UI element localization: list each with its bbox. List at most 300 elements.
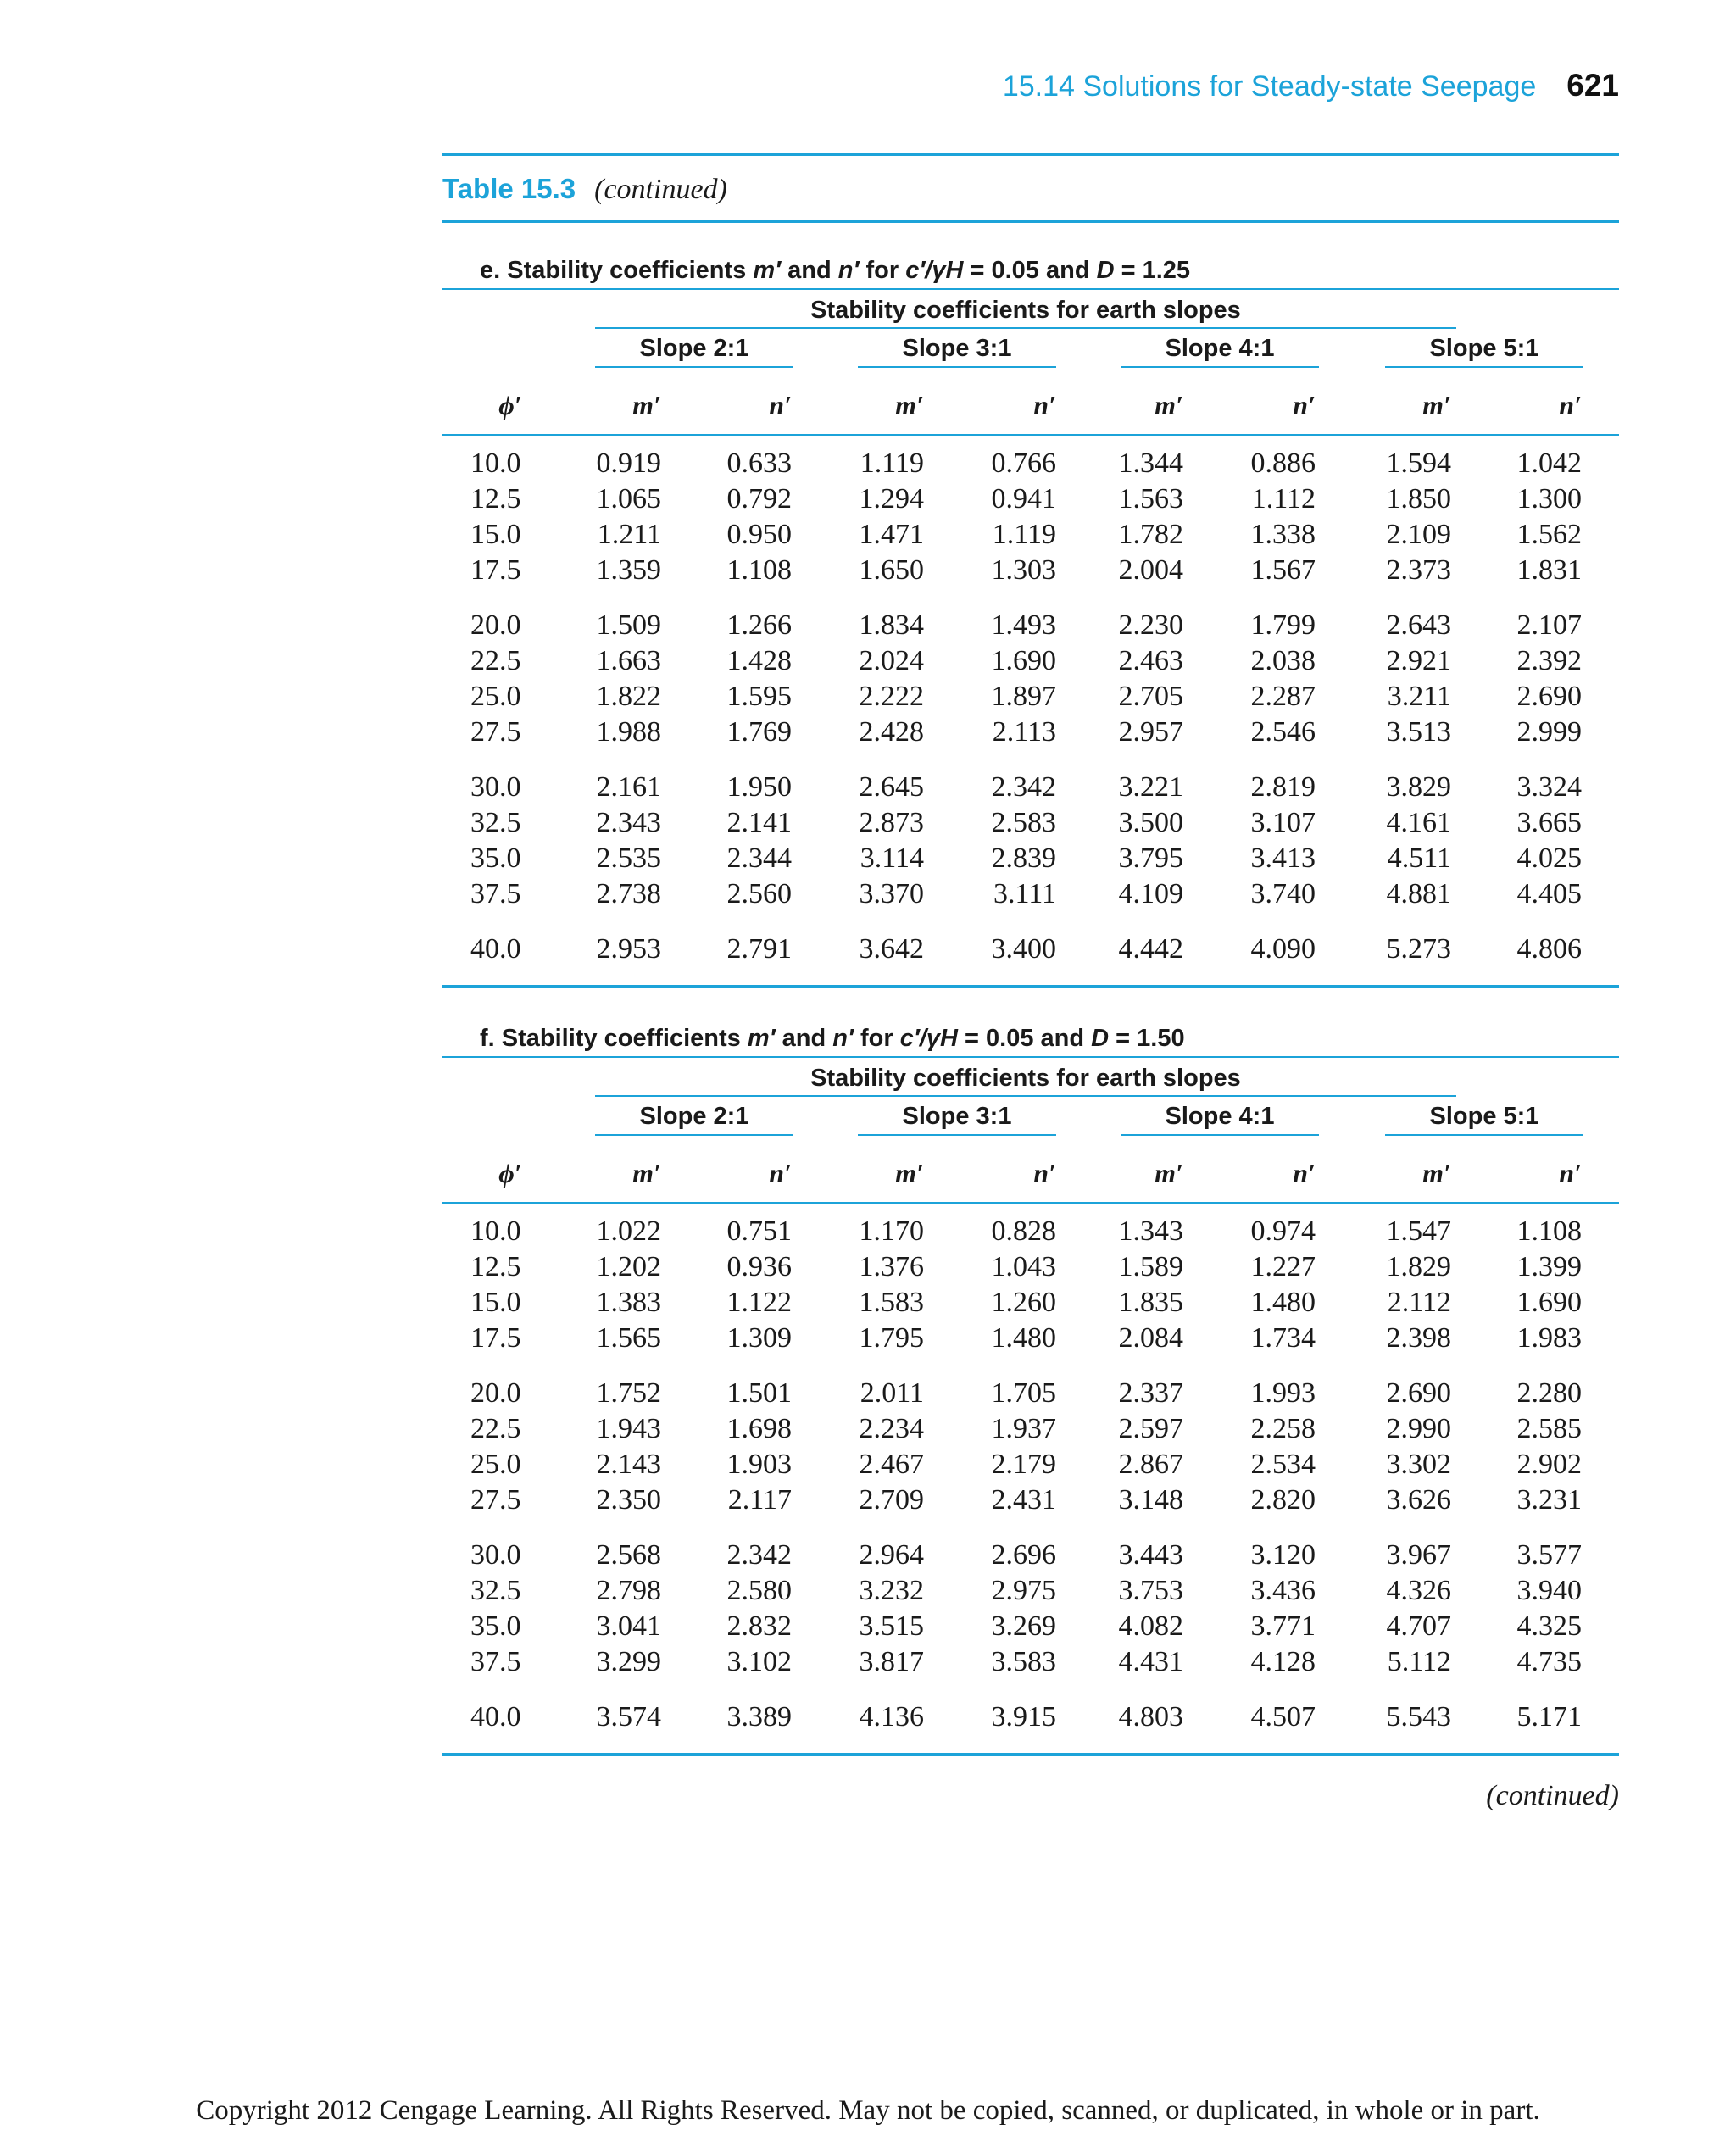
coefficient-value: 1.831 <box>1516 554 1582 586</box>
caption-d-symbol: D <box>1091 1025 1110 1052</box>
coefficient-value: 1.698 <box>726 1413 792 1444</box>
coefficient-value: 1.202 <box>596 1251 661 1282</box>
table-row <box>442 446 1619 481</box>
table-row <box>442 1609 1619 1644</box>
coefficient-value: 2.373 <box>1386 554 1451 586</box>
coefficient-value: 4.109 <box>1118 878 1183 909</box>
coefficient-value: 1.122 <box>726 1287 792 1318</box>
coefficient-value: 2.234 <box>859 1413 924 1444</box>
coefficient-value: 1.119 <box>860 448 924 479</box>
coefficient-value: 2.344 <box>726 843 792 874</box>
phi-value: 27.5 <box>470 716 521 748</box>
table-caption <box>442 253 1619 290</box>
caption-m-symbol: m′ <box>753 257 782 284</box>
coefficient-value: 5.171 <box>1516 1701 1582 1733</box>
coefficient-value: 1.799 <box>1250 609 1316 641</box>
coefficient-value: 3.436 <box>1250 1575 1316 1606</box>
phi-value: 12.5 <box>470 483 521 515</box>
coefficient-column-header: m′ <box>632 390 661 420</box>
coefficient-value: 1.260 <box>991 1287 1056 1318</box>
section-title: 15.14 Solutions for Steady-state Seepage <box>1002 70 1537 103</box>
coefficient-value: 4.325 <box>1516 1610 1582 1642</box>
coefficient-value: 3.148 <box>1118 1484 1183 1516</box>
coefficient-value: 3.513 <box>1386 716 1451 748</box>
coefficient-value: 1.119 <box>992 519 1056 550</box>
caption-text: and <box>781 257 838 284</box>
coefficient-value: 4.735 <box>1516 1646 1582 1677</box>
group-title: Stability coefficients for earth slopes <box>595 1061 1456 1097</box>
coefficient-value: 1.399 <box>1516 1251 1582 1282</box>
coefficient-value: 2.832 <box>726 1610 792 1642</box>
coefficient-value: 1.705 <box>991 1377 1056 1409</box>
phi-value: 37.5 <box>470 878 521 909</box>
table-row <box>442 679 1619 715</box>
table-f <box>442 1021 1619 1733</box>
coefficient-value: 4.707 <box>1386 1610 1451 1642</box>
coefficient-value: 2.258 <box>1250 1413 1316 1444</box>
coefficient-value: 3.107 <box>1250 807 1316 838</box>
coefficient-value: 2.791 <box>726 933 792 965</box>
caption-text: and <box>775 1025 833 1052</box>
coefficient-value: 2.990 <box>1386 1413 1451 1444</box>
coefficient-value: 0.886 <box>1250 448 1316 479</box>
coefficient-value: 2.705 <box>1118 681 1183 712</box>
coefficient-value: 1.300 <box>1516 483 1582 515</box>
coefficient-value: 3.114 <box>860 843 924 874</box>
coefficient-column-header: n′ <box>1293 390 1316 420</box>
coefficient-value: 1.309 <box>726 1322 792 1354</box>
coefficient-value: 2.222 <box>859 681 924 712</box>
coefficient-value: 2.957 <box>1118 716 1183 748</box>
coefficient-column-header: m′ <box>1155 1158 1183 1188</box>
coefficient-value: 3.041 <box>596 1610 661 1642</box>
table-row <box>442 805 1619 841</box>
slope-header: Slope 3:1 <box>858 1099 1056 1136</box>
phi-value: 20.0 <box>470 1377 521 1409</box>
coefficient-value: 3.443 <box>1118 1539 1183 1571</box>
coefficient-value: 1.376 <box>859 1251 924 1282</box>
coefficient-value: 1.595 <box>726 681 792 712</box>
coefficient-column-header: m′ <box>1422 1158 1451 1188</box>
phi-value: 10.0 <box>470 448 521 479</box>
coefficient-value: 1.294 <box>859 483 924 515</box>
coefficient-value: 2.467 <box>859 1449 924 1480</box>
coefficient-value: 2.546 <box>1250 716 1316 748</box>
table-title <box>442 173 727 206</box>
coefficient-value: 3.231 <box>1516 1484 1582 1516</box>
coefficient-value: 2.580 <box>726 1575 792 1606</box>
coefficient-value: 3.111 <box>993 878 1056 909</box>
phi-value: 17.5 <box>470 1322 521 1354</box>
phi-value: 15.0 <box>470 519 521 550</box>
coefficient-value: 0.950 <box>726 519 792 550</box>
coefficient-column-header: n′ <box>1033 1158 1056 1188</box>
coefficient-value: 3.302 <box>1386 1449 1451 1480</box>
table-row <box>442 1447 1619 1482</box>
coefficient-column-header: n′ <box>1559 1158 1582 1188</box>
table-e <box>442 253 1619 965</box>
coefficient-value: 2.738 <box>596 878 661 909</box>
coefficient-value: 1.752 <box>596 1377 661 1409</box>
phi-value: 32.5 <box>470 807 521 838</box>
coefficient-value: 0.919 <box>596 448 661 479</box>
coefficient-value: 2.902 <box>1516 1449 1582 1480</box>
coefficient-value: 1.343 <box>1118 1215 1183 1247</box>
coefficient-value: 0.766 <box>991 448 1056 479</box>
coefficient-value: 2.109 <box>1386 519 1451 550</box>
coefficient-value: 2.873 <box>859 807 924 838</box>
coefficient-value: 2.690 <box>1516 681 1582 712</box>
coefficient-value: 5.112 <box>1387 1646 1451 1677</box>
coefficient-value: 1.829 <box>1386 1251 1451 1282</box>
coefficient-value: 0.633 <box>726 448 792 479</box>
coefficient-value: 1.769 <box>726 716 792 748</box>
coefficient-value: 1.547 <box>1386 1215 1451 1247</box>
coefficient-value: 1.589 <box>1118 1251 1183 1282</box>
coefficient-value: 3.120 <box>1250 1539 1316 1571</box>
table-continued-note: (continued) <box>594 174 727 205</box>
coefficient-value: 1.509 <box>596 609 661 641</box>
table-row <box>442 1482 1619 1518</box>
coefficient-value: 0.936 <box>726 1251 792 1282</box>
group-title: Stability coefficients for earth slopes <box>595 293 1456 329</box>
coefficient-column-header: m′ <box>895 1158 924 1188</box>
coefficient-value: 3.574 <box>596 1701 661 1733</box>
header-rule <box>442 434 1619 436</box>
coefficient-value: 3.771 <box>1250 1610 1316 1642</box>
coefficient-value: 2.350 <box>596 1484 661 1516</box>
coefficient-value: 3.817 <box>859 1646 924 1677</box>
table-row <box>442 1699 1619 1735</box>
coefficient-value: 2.583 <box>991 807 1056 838</box>
coefficient-value: 2.287 <box>1250 681 1316 712</box>
coefficient-value: 2.463 <box>1118 645 1183 676</box>
coefficient-value: 3.500 <box>1118 807 1183 838</box>
coefficient-value: 3.795 <box>1118 843 1183 874</box>
coefficient-value: 2.709 <box>859 1484 924 1516</box>
coefficient-value: 1.650 <box>859 554 924 586</box>
coefficient-value: 3.102 <box>726 1646 792 1677</box>
coefficient-value: 4.803 <box>1118 1701 1183 1733</box>
coefficient-value: 2.280 <box>1516 1377 1582 1409</box>
coefficient-value: 4.442 <box>1118 933 1183 965</box>
table-row <box>442 1214 1619 1249</box>
coefficient-column-header: n′ <box>1033 390 1056 420</box>
coefficient-value: 1.594 <box>1386 448 1451 479</box>
coefficient-value: 2.141 <box>726 807 792 838</box>
coefficient-value: 1.493 <box>991 609 1056 641</box>
coefficient-value: 1.211 <box>597 519 661 550</box>
table-row <box>442 1249 1619 1285</box>
coefficient-value: 1.022 <box>596 1215 661 1247</box>
caption-n-symbol: n′ <box>832 1025 854 1052</box>
coefficient-value: 5.543 <box>1386 1701 1451 1733</box>
coefficient-value: 2.867 <box>1118 1449 1183 1480</box>
slope-header: Slope 4:1 <box>1121 1099 1319 1136</box>
coefficient-value: 2.428 <box>859 716 924 748</box>
page-number: 621 <box>1566 68 1619 103</box>
coefficient-value: 0.828 <box>991 1215 1056 1247</box>
coefficient-value: 2.342 <box>726 1539 792 1571</box>
coefficient-value: 2.690 <box>1386 1377 1451 1409</box>
coefficient-value: 4.405 <box>1516 878 1582 909</box>
table-row <box>442 1644 1619 1680</box>
table-row <box>442 643 1619 679</box>
coefficient-value: 2.560 <box>726 878 792 909</box>
slope-header: Slope 5:1 <box>1385 1099 1583 1136</box>
phi-value: 12.5 <box>470 1251 521 1282</box>
coefficient-value: 1.897 <box>991 681 1056 712</box>
phi-value: 15.0 <box>470 1287 521 1318</box>
bottom-rule <box>442 1753 1619 1756</box>
coefficient-value: 2.107 <box>1516 609 1582 641</box>
coefficient-value: 1.565 <box>596 1322 661 1354</box>
caption-ratio: c′/γH <box>905 257 964 284</box>
coefficient-value: 1.303 <box>991 554 1056 586</box>
coefficient-value: 2.179 <box>991 1449 1056 1480</box>
caption-text: = 1.50 <box>1109 1025 1185 1052</box>
coefficient-value: 4.090 <box>1250 933 1316 965</box>
table-row <box>442 1573 1619 1609</box>
coefficient-value: 3.370 <box>859 878 924 909</box>
phi-value: 10.0 <box>470 1215 521 1247</box>
caption-label: f. <box>480 1025 495 1052</box>
phi-value: 25.0 <box>470 681 521 712</box>
slope-header: Slope 3:1 <box>858 331 1056 368</box>
coefficient-value: 3.577 <box>1516 1539 1582 1571</box>
coefficient-value: 1.663 <box>596 645 661 676</box>
caption-text: = 1.25 <box>1114 257 1191 284</box>
coefficient-value: 0.792 <box>726 483 792 515</box>
coefficient-value: 1.937 <box>991 1413 1056 1444</box>
phi-value: 40.0 <box>470 1701 521 1733</box>
phi-value: 22.5 <box>470 645 521 676</box>
coefficient-value: 2.696 <box>991 1539 1056 1571</box>
coefficient-value: 2.024 <box>859 645 924 676</box>
top-rule <box>442 153 1619 156</box>
coefficient-value: 3.515 <box>859 1610 924 1642</box>
coefficient-value: 1.480 <box>991 1322 1056 1354</box>
coefficient-value: 2.964 <box>859 1539 924 1571</box>
table-body <box>442 446 1619 967</box>
coefficient-column-header: m′ <box>632 1158 661 1188</box>
coefficient-value: 2.535 <box>596 843 661 874</box>
coefficient-value: 2.643 <box>1386 609 1451 641</box>
caption-ratio: c′/γH <box>899 1025 958 1052</box>
coefficient-value: 1.795 <box>859 1322 924 1354</box>
coefficient-value: 3.269 <box>991 1610 1056 1642</box>
coefficient-value: 1.170 <box>859 1215 924 1247</box>
coefficient-value: 3.400 <box>991 933 1056 965</box>
table-row <box>442 1538 1619 1573</box>
phi-value: 27.5 <box>470 1484 521 1516</box>
coefficient-value: 1.108 <box>1516 1215 1582 1247</box>
coefficient-column-header: n′ <box>1293 1158 1316 1188</box>
table-row <box>442 608 1619 643</box>
coefficient-value: 4.507 <box>1250 1701 1316 1733</box>
coefficient-value: 1.501 <box>726 1377 792 1409</box>
table-row <box>442 715 1619 750</box>
caption-text: = 0.05 and <box>963 257 1097 284</box>
phi-value: 35.0 <box>470 1610 521 1642</box>
coefficient-value: 2.343 <box>596 807 661 838</box>
coefficient-value: 3.626 <box>1386 1484 1451 1516</box>
coefficient-column-header: n′ <box>769 390 792 420</box>
coefficient-value: 3.389 <box>726 1701 792 1733</box>
coefficient-value: 1.835 <box>1118 1287 1183 1318</box>
coefficient-value: 3.642 <box>859 933 924 965</box>
table-caption <box>442 1021 1619 1058</box>
coefficient-value: 2.398 <box>1386 1322 1451 1354</box>
coefficient-value: 1.227 <box>1250 1251 1316 1282</box>
coefficient-value: 2.112 <box>1387 1287 1451 1318</box>
phi-value: 17.5 <box>470 554 521 586</box>
coefficient-value: 1.903 <box>726 1449 792 1480</box>
coefficient-value: 3.740 <box>1250 878 1316 909</box>
coefficient-value: 3.967 <box>1386 1539 1451 1571</box>
coefficient-value: 3.753 <box>1118 1575 1183 1606</box>
table-row <box>442 1376 1619 1411</box>
coefficient-value: 1.359 <box>596 554 661 586</box>
coefficient-value: 1.983 <box>1516 1322 1582 1354</box>
coefficient-value: 0.941 <box>991 483 1056 515</box>
slope-header: Slope 2:1 <box>595 1099 793 1136</box>
slope-header: Slope 2:1 <box>595 331 793 368</box>
coefficient-value: 0.751 <box>726 1215 792 1247</box>
coefficient-value: 1.993 <box>1250 1377 1316 1409</box>
coefficient-value: 4.082 <box>1118 1610 1183 1642</box>
coefficient-value: 1.782 <box>1118 519 1183 550</box>
coefficient-value: 3.915 <box>991 1701 1056 1733</box>
table-row <box>442 1285 1619 1321</box>
coefficient-value: 0.974 <box>1250 1215 1316 1247</box>
caption-text: = 0.05 and <box>957 1025 1092 1052</box>
coefficient-value: 3.665 <box>1516 807 1582 838</box>
caption-text: for <box>853 1025 900 1052</box>
coefficient-value: 2.820 <box>1250 1484 1316 1516</box>
coefficient-column-header: n′ <box>769 1158 792 1188</box>
coefficient-value: 5.273 <box>1386 933 1451 965</box>
coefficient-value: 2.999 <box>1516 716 1582 748</box>
coefficient-value: 2.819 <box>1250 771 1316 803</box>
phi-column-header: ϕ′ <box>498 390 522 420</box>
coefficient-value: 1.988 <box>596 716 661 748</box>
copyright-notice: Copyright 2012 Cengage Learning. All Rights Reserved. May not be copied, scanned, or duplicated, in whole or in part. <box>196 2095 1540 2126</box>
continued-note: (continued) <box>1486 1780 1619 1811</box>
table-row <box>442 1321 1619 1356</box>
coefficient-value: 2.645 <box>859 771 924 803</box>
coefficient-value: 1.042 <box>1516 448 1582 479</box>
coefficient-value: 2.839 <box>991 843 1056 874</box>
caption-text: Stability coefficients <box>507 257 754 284</box>
coefficient-value: 3.211 <box>1387 681 1451 712</box>
coefficient-value: 1.834 <box>859 609 924 641</box>
coefficient-value: 3.940 <box>1516 1575 1582 1606</box>
coefficient-value: 2.084 <box>1118 1322 1183 1354</box>
caption-text: Stability coefficients <box>501 1025 748 1052</box>
coefficient-value: 1.822 <box>596 681 661 712</box>
coefficient-value: 2.975 <box>991 1575 1056 1606</box>
coefficient-value: 1.043 <box>991 1251 1056 1282</box>
phi-value: 25.0 <box>470 1449 521 1480</box>
coefficient-value: 1.567 <box>1250 554 1316 586</box>
coefficient-value: 3.232 <box>859 1575 924 1606</box>
coefficient-value: 1.338 <box>1250 519 1316 550</box>
coefficient-value: 1.344 <box>1118 448 1183 479</box>
table-row <box>442 517 1619 553</box>
table-body <box>442 1214 1619 1735</box>
table-row <box>442 770 1619 805</box>
coefficient-value: 1.266 <box>726 609 792 641</box>
phi-value: 30.0 <box>470 1539 521 1571</box>
coefficient-value: 3.583 <box>991 1646 1056 1677</box>
coefficient-value: 1.480 <box>1250 1287 1316 1318</box>
coefficient-value: 1.583 <box>859 1287 924 1318</box>
coefficient-value: 1.690 <box>991 645 1056 676</box>
table-row <box>442 876 1619 912</box>
slope-header: Slope 4:1 <box>1121 331 1319 368</box>
phi-value: 20.0 <box>470 609 521 641</box>
coefficient-column-header: m′ <box>1155 390 1183 420</box>
coefficient-value: 1.562 <box>1516 519 1582 550</box>
coefficient-value: 1.734 <box>1250 1322 1316 1354</box>
phi-value: 22.5 <box>470 1413 521 1444</box>
coefficient-value: 1.471 <box>859 519 924 550</box>
coefficient-column-header: n′ <box>1559 390 1582 420</box>
slope-header: Slope 5:1 <box>1385 331 1583 368</box>
coefficient-value: 2.038 <box>1250 645 1316 676</box>
coefficient-column-header: m′ <box>895 390 924 420</box>
coefficient-value: 4.128 <box>1250 1646 1316 1677</box>
table-row <box>442 932 1619 967</box>
caption-d-symbol: D <box>1096 257 1115 284</box>
coefficient-value: 2.431 <box>991 1484 1056 1516</box>
header-rule <box>442 1202 1619 1204</box>
table-row <box>442 553 1619 588</box>
coefficient-value: 4.161 <box>1386 807 1451 838</box>
coefficient-value: 2.342 <box>991 771 1056 803</box>
coefficient-value: 2.117 <box>727 1484 792 1516</box>
coefficient-value: 1.563 <box>1118 483 1183 515</box>
coefficient-value: 4.326 <box>1386 1575 1451 1606</box>
coefficient-value: 2.585 <box>1516 1413 1582 1444</box>
coefficient-value: 4.511 <box>1387 843 1451 874</box>
table-row <box>442 841 1619 876</box>
coefficient-value: 2.011 <box>860 1377 924 1409</box>
coefficient-value: 3.299 <box>596 1646 661 1677</box>
coefficient-value: 4.431 <box>1118 1646 1183 1677</box>
table-row <box>442 1411 1619 1447</box>
coefficient-value: 2.113 <box>992 716 1056 748</box>
coefficient-value: 4.881 <box>1386 878 1451 909</box>
coefficient-value: 2.230 <box>1118 609 1183 641</box>
table-number: Table 15.3 <box>442 173 576 204</box>
coefficient-value: 2.392 <box>1516 645 1582 676</box>
coefficient-value: 2.161 <box>596 771 661 803</box>
phi-value: 37.5 <box>470 1646 521 1677</box>
coefficient-value: 3.221 <box>1118 771 1183 803</box>
coefficient-value: 3.413 <box>1250 843 1316 874</box>
coefficient-value: 4.025 <box>1516 843 1582 874</box>
coefficient-value: 2.798 <box>596 1575 661 1606</box>
running-header <box>1003 68 1619 103</box>
coefficient-value: 1.065 <box>596 483 661 515</box>
coefficient-value: 3.324 <box>1516 771 1582 803</box>
coefficient-value: 2.597 <box>1118 1413 1183 1444</box>
coefficient-value: 2.534 <box>1250 1449 1316 1480</box>
coefficient-value: 1.428 <box>726 645 792 676</box>
caption-n-symbol: n′ <box>837 257 860 284</box>
